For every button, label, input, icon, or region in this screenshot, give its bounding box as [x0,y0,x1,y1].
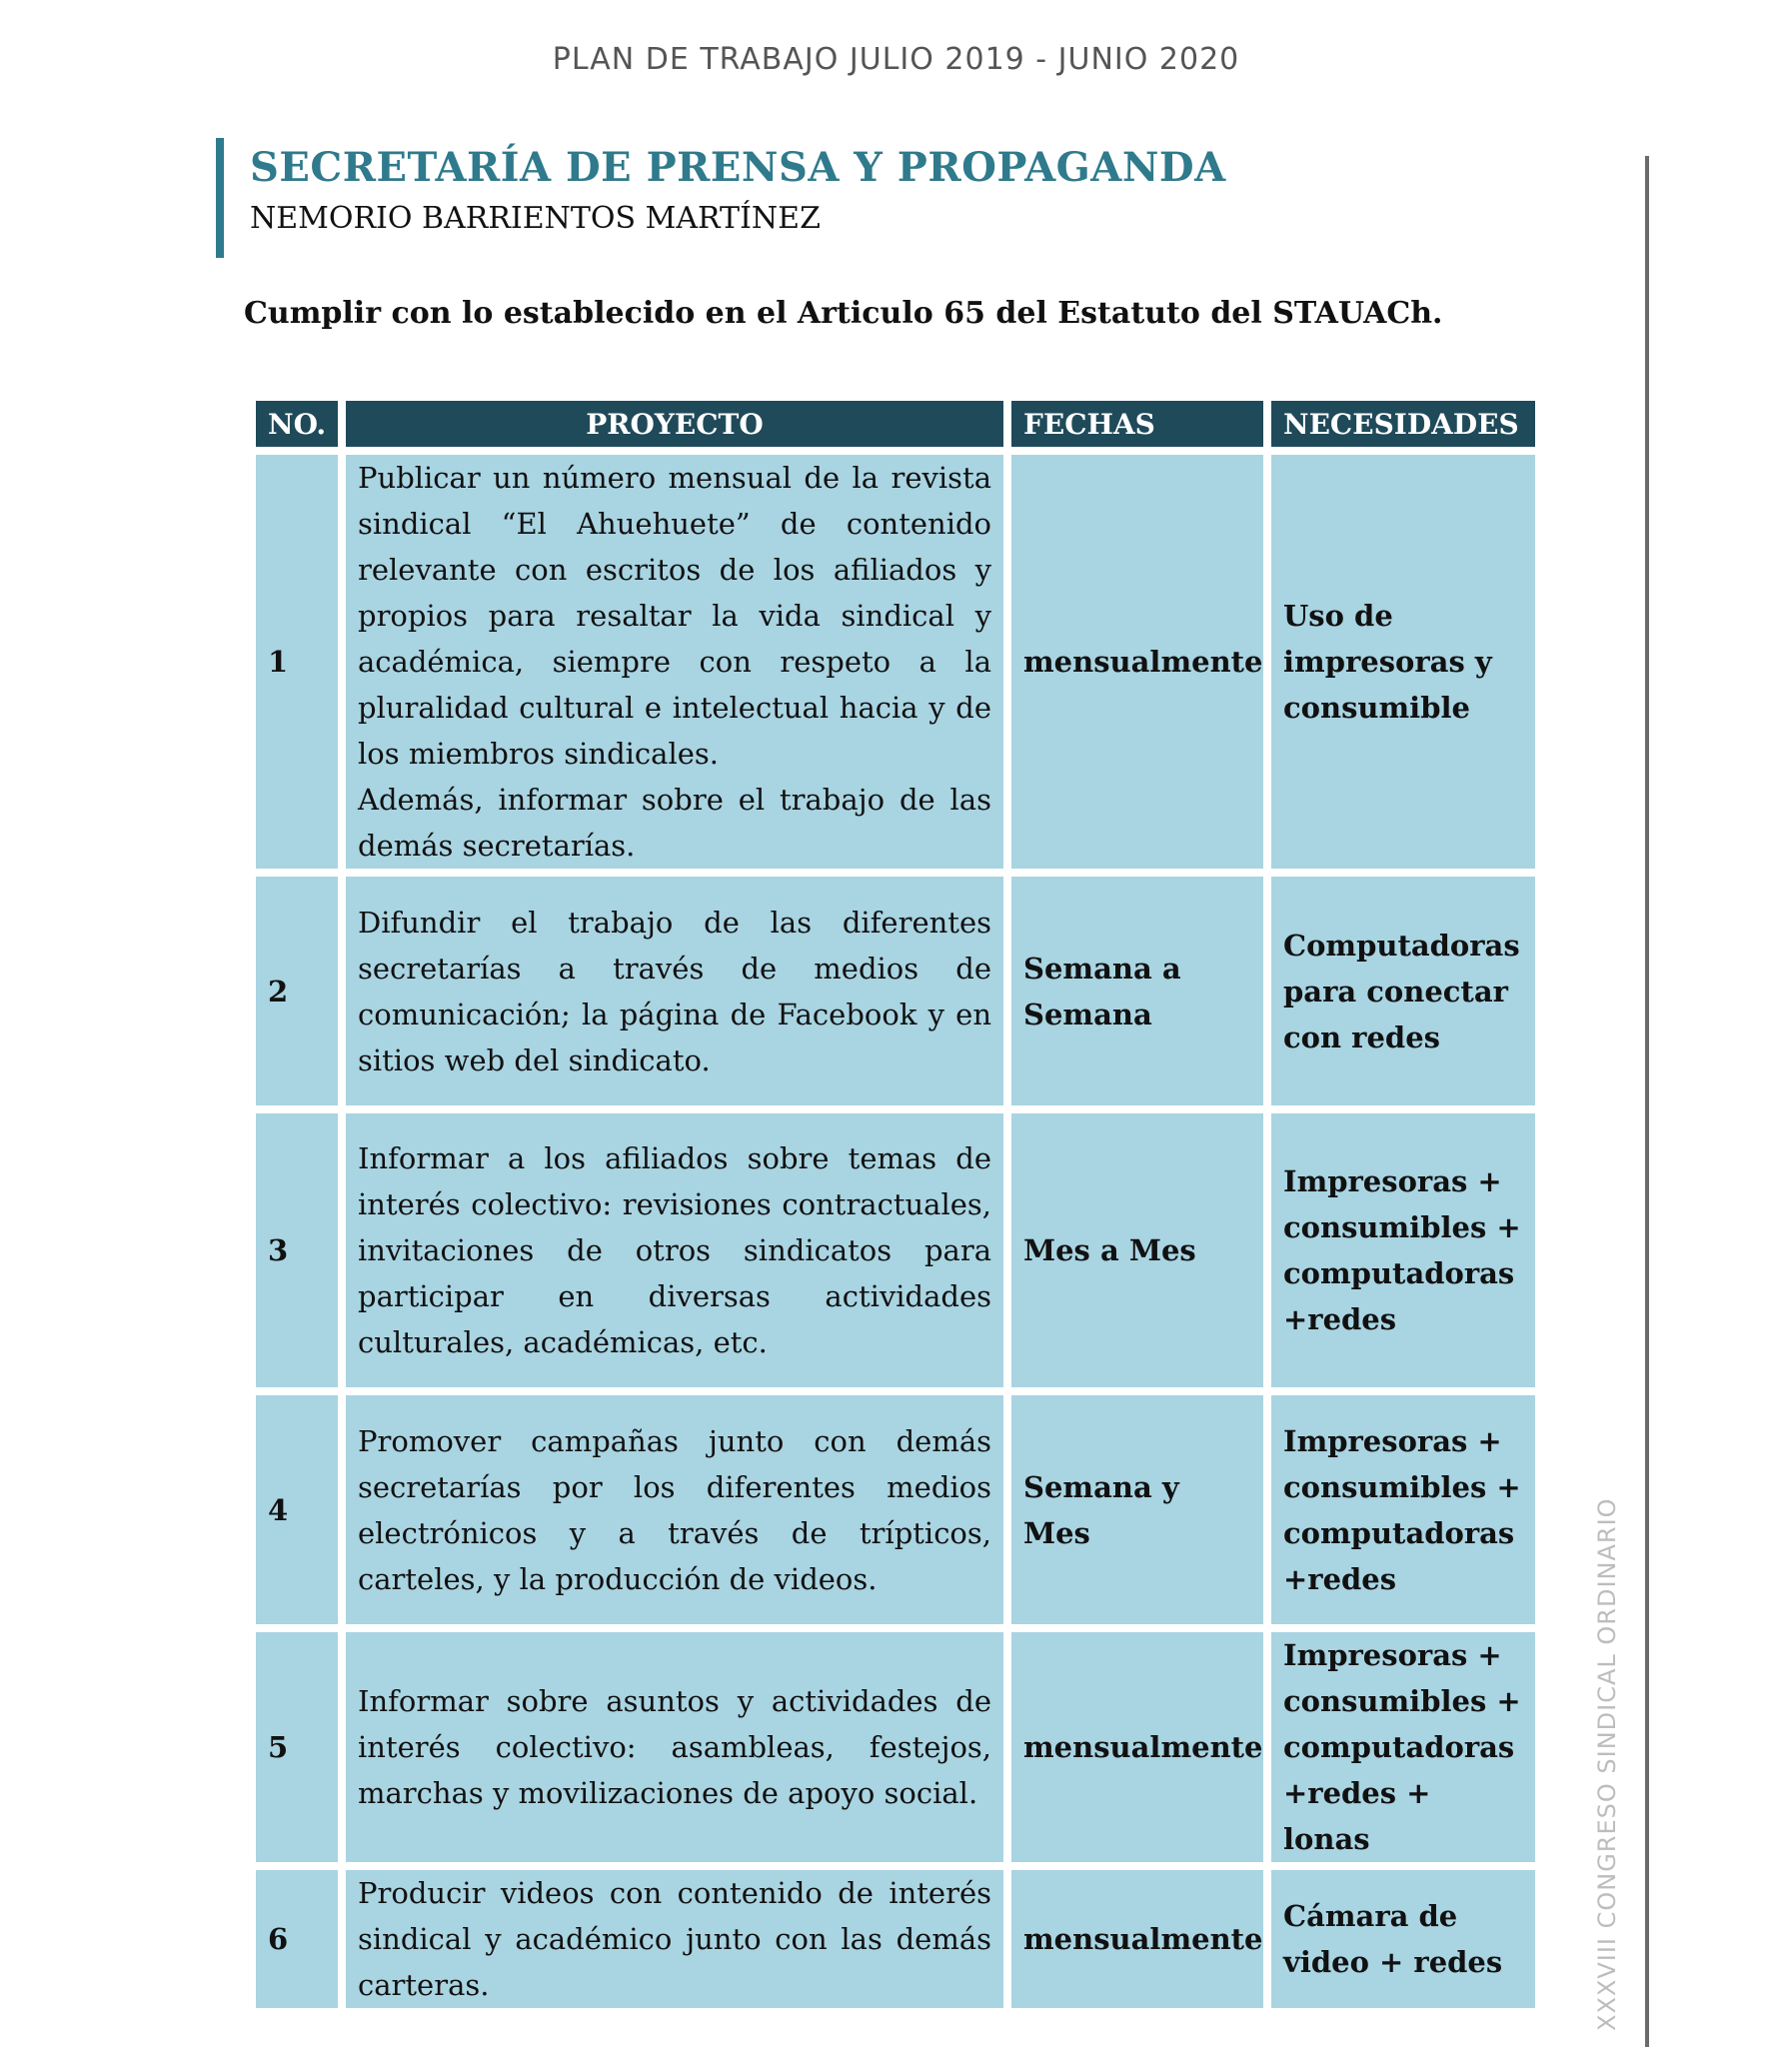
row-needs: Impresoras + consumibles + computadoras +redes + lonas [1271,1632,1535,1862]
right-margin-rule [1645,156,1649,2047]
row-needs: Impresoras + consumibles + computadoras +redes [1271,1395,1535,1624]
running-header: PLAN DE TRABAJO JULIO 2019 - JUNIO 2020 [552,42,1240,77]
row-dates: mensualmente [1011,1870,1263,2008]
table-header-row [256,401,1535,447]
header-fechas: FECHAS [1011,401,1263,447]
row-number: 6 [256,1870,338,2008]
row-needs: Cámara de video + redes [1271,1870,1535,2008]
side-vertical-text: XXXVIII CONGRESO SINDICAL ORDINARIO [1593,1497,1621,2031]
row-number: 1 [256,455,338,869]
objective-statement: Cumplir con lo establecido en el Articulo 65 del Estatuto del STAUACh. [244,296,1443,331]
row-number: 2 [256,877,338,1105]
row-dates: mensualmente [1011,1632,1263,1862]
row-dates: Semana y Mes [1011,1395,1263,1624]
table-row [256,1113,1535,1387]
project-text-extra: Además, informar sobre el trabajo de las demás secretarías. [358,783,991,863]
row-project: Promover campañas junto con demás secretarías por los diferentes medios electrónicos y a través de trípticos, carteles, y la producción de videos. [346,1395,1003,1624]
table-row [256,877,1535,1105]
section-title: SECRETARÍA DE PRENSA Y PROPAGANDA [250,144,1226,191]
row-project: Difundir el trabajo de las diferentes secretarías a través de medios de comunicación; la página de Facebook y en sitios web del sindicato. [346,877,1003,1105]
project-text: Publicar un número mensual de la revista sindical “El Ahuehuete” de contenido relevante con escritos de los afiliados y propios para resaltar la vida sindical y académica, siempre con respeto a la pluralidad cultural e intelectual hacia y de los miembros sindicales. [358,461,991,771]
row-number: 3 [256,1113,338,1387]
row-number: 5 [256,1632,338,1862]
row-project: Informar sobre asuntos y actividades de interés colectivo: asambleas, festejos, marchas y movilizaciones de apoyo social. [346,1632,1003,1862]
table-row [256,1395,1535,1624]
row-dates: Semana a Semana [1011,877,1263,1105]
row-project: Producir videos con contenido de interés sindical y académico junto con las demás carteras. [346,1870,1003,2008]
row-needs: Impresoras + consumibles + computadoras +redes [1271,1113,1535,1387]
header-no: NO. [256,401,338,447]
row-project: Informar a los afiliados sobre temas de interés colectivo: revisiones contractuales, invitaciones de otros sindicatos para participar en diversas actividades culturales, académicas, etc. [346,1113,1003,1387]
row-project [346,455,1003,869]
person-name: NEMORIO BARRIENTOS MARTÍNEZ [250,201,821,236]
title-block [216,138,1226,258]
header-necesidades: NECESIDADES [1271,401,1535,447]
row-dates: mensualmente [1011,455,1263,869]
header-proyecto: PROYECTO [346,401,1003,447]
table-row [256,1632,1535,1862]
table-row [256,455,1535,869]
table-row [256,1870,1535,2008]
row-dates: Mes a Mes [1011,1113,1263,1387]
row-needs: Computadoras para conectar con redes [1271,877,1535,1105]
row-number: 4 [256,1395,338,1624]
row-needs: Uso de impresoras y consumible [1271,455,1535,869]
work-plan-table [248,393,1543,2016]
